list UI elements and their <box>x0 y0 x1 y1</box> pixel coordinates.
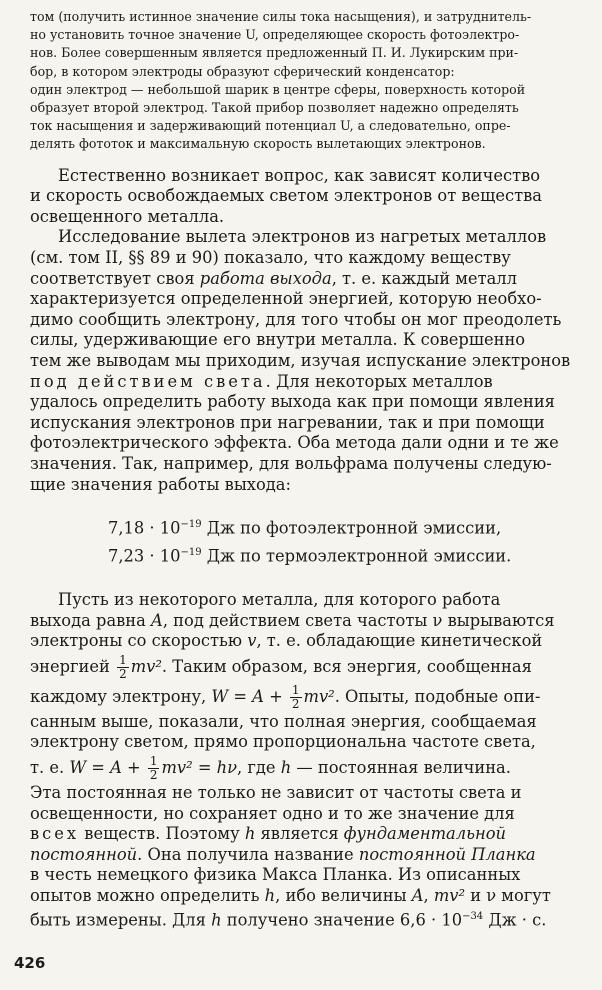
text-fragment: . Таким образом, вся энергия, сообщенная <box>161 656 532 676</box>
text-line: Эта постоянная не только не зависит от частоты света и <box>30 782 522 802</box>
symbol-mv2: mv² <box>130 656 162 676</box>
text-line: опытов можно определить h, ибо величины A, mv² и ν могут <box>30 885 551 905</box>
text-line <box>30 269 594 290</box>
text-line: характеризуется определенной энергией, которую необхо- <box>30 289 542 309</box>
formula-value: 7,18 · 10 <box>108 518 181 538</box>
text-line: тем же выводам мы приходим, изучая испускание электронов <box>30 350 571 370</box>
top-paragraph <box>30 8 594 154</box>
text-line: Исследование вылета электронов из нагретых металлов <box>58 227 547 247</box>
equation-energy: W = A + <box>69 757 146 777</box>
term-fundamental: фундаментальной <box>343 824 506 844</box>
term-constant: постоянной <box>30 844 138 864</box>
formula-photo <box>108 513 594 540</box>
text-fragment: каждому электрону, <box>30 686 212 706</box>
fraction-denominator: 2 <box>291 696 300 711</box>
text-line: Пусть из некоторого металла, для которого работа <box>58 589 501 609</box>
text-fragment: , т. е. обладающие кинетической <box>256 631 543 651</box>
fraction-half <box>290 684 302 711</box>
text-fragment: . Она получила название <box>137 844 359 864</box>
text-fragment: , под действием света частоты ν вырываются <box>162 610 555 630</box>
text-line: (см. том II, §§ 89 и 90) показало, что каждому веществу <box>30 248 511 267</box>
symbol-v: v <box>247 631 257 651</box>
text-line <box>30 611 594 632</box>
equation-planck: = hν <box>192 757 238 777</box>
formula-exponent: −19 <box>180 546 202 558</box>
text-line <box>30 372 594 393</box>
text-fragment: , т. е. каждый металл <box>331 268 517 288</box>
text-line: нов. Более совершенным является предложенный П. И. Лукирским при- <box>30 45 519 61</box>
text-line: ток насыщения и задерживающий потенциал U, а следовательно, опре- <box>30 118 511 134</box>
page-number: 426 <box>14 954 46 972</box>
symbol-mv2: mv² <box>433 885 466 905</box>
text-fragment: энергией <box>30 656 116 676</box>
symbol-mv2: mv² <box>303 686 335 706</box>
fraction-half <box>117 654 129 681</box>
text-line <box>30 652 594 682</box>
text-line: бор, в котором электроды образуют сферический конденсатор: <box>30 63 455 79</box>
text-fragment: является <box>255 824 344 844</box>
text-fragment: , где <box>237 757 281 777</box>
text-line: электрону светом, прямо пропорциональна частоте света, <box>30 732 536 752</box>
formula-block <box>108 513 594 568</box>
symbol-mv2: mv² <box>161 757 193 777</box>
paragraph-1 <box>30 166 594 228</box>
text-fragment: . Для некоторых металлов <box>265 371 493 391</box>
symbol-A: A <box>411 885 424 905</box>
text-line: образует второй электрод. Такой прибор позволяет надежно определять <box>30 100 519 116</box>
text-line: димо сообщить электрону, для того чтобы он мог преодолеть <box>30 309 562 329</box>
equation-energy: W = A + <box>211 686 288 706</box>
symbol-A: A <box>151 610 163 630</box>
text-line: испускания электронов при нагревании, так и при помощи <box>30 412 545 432</box>
text-line: освещенности, но сохраняет одно и то же значение для <box>30 803 515 823</box>
text-line: Естественно возникает вопрос, как зависят количество <box>58 165 541 185</box>
text-line <box>30 824 594 845</box>
text-fragment: , ибо величины <box>275 885 412 905</box>
fraction-numerator: 1 <box>149 753 158 768</box>
paragraph-2 <box>30 227 594 495</box>
formula-thermo <box>108 541 594 568</box>
formula-exponent: −34 <box>462 910 484 922</box>
text-fragment: получено значение 6,6 · 10 <box>221 909 463 929</box>
symbol-h: h <box>264 885 276 905</box>
text-line <box>30 753 594 783</box>
text-fragment: . Опыты, подобные опи- <box>334 686 541 706</box>
formula-value: 7,23 · 10 <box>108 545 181 565</box>
body-text <box>30 166 594 931</box>
text-fragment: электроны со скоростью <box>30 631 248 651</box>
formula-text: Дж по фотоэлектронной эмиссии, <box>201 518 502 538</box>
text-line: делять фототок и максимальную скорость вылетающих электронов. <box>30 136 486 152</box>
term-planck-constant: постоянной Планка <box>358 844 536 864</box>
text-line: удалось определить работу выхода как при помощи явления <box>30 392 555 412</box>
text-line <box>30 682 594 712</box>
symbol-h: h <box>280 757 292 777</box>
text-line: в честь немецкого физика Макса Планка. Из описанных <box>30 865 521 885</box>
paragraph-3 <box>30 590 594 931</box>
text-line: том (получить истинное значение силы тока насыщения), и затруднитель- <box>30 9 532 24</box>
fraction-numerator: 1 <box>291 682 300 697</box>
text-line <box>30 631 594 652</box>
spaced-emphasis: всех <box>30 824 80 844</box>
text-line: значения. Так, например, для вольфрама получены следую- <box>30 453 552 473</box>
fraction-denominator: 2 <box>149 767 158 782</box>
text-line: но установить точное значение U, определяющее скорость фотоэлектро- <box>30 27 520 43</box>
fraction-half <box>148 755 160 782</box>
text-fragment: и ν могут <box>465 885 551 905</box>
symbol-h: h <box>244 824 256 844</box>
fraction-numerator: 1 <box>119 652 127 667</box>
text-fragment: опытов можно определить <box>30 885 265 905</box>
term-work-function: работа выхода <box>199 268 332 288</box>
text-fragment: — постоянная величина. <box>291 757 511 777</box>
formula-text: Дж по термоэлектронной эмиссии. <box>201 545 512 565</box>
text-fragment: веществ. Поэтому <box>79 824 245 844</box>
text-line <box>30 907 594 931</box>
text-line: фотоэлектрического эффекта. Оба метода дали одни и те же <box>30 433 559 453</box>
text-line: и скорость освобождаемых светом электронов от вещества <box>30 186 542 206</box>
text-fragment: выхода равна <box>30 610 152 630</box>
text-line: санным выше, показали, что полная энергия, сообщаемая <box>30 711 537 731</box>
symbol-h: h <box>211 909 222 929</box>
text-line: щие значения работы выхода: <box>30 474 291 494</box>
text-fragment: т. е. <box>30 757 70 777</box>
spaced-emphasis: под действием света <box>30 371 266 391</box>
page <box>30 8 594 931</box>
text-line: силы, удерживающие его внутри металла. К совершенно <box>30 330 526 350</box>
text-fragment: Дж · с. <box>483 909 547 929</box>
fraction-denominator: 2 <box>119 666 127 681</box>
text-line <box>30 845 594 866</box>
text-fragment: соответствует своя <box>30 268 200 288</box>
text-line: освещенного металла. <box>30 206 225 226</box>
formula-exponent: −19 <box>180 519 202 531</box>
text-line: один электрод — небольшой шарик в центре сферы, поверхность которой <box>30 81 526 97</box>
text-fragment: быть измерены. Для <box>30 909 212 929</box>
